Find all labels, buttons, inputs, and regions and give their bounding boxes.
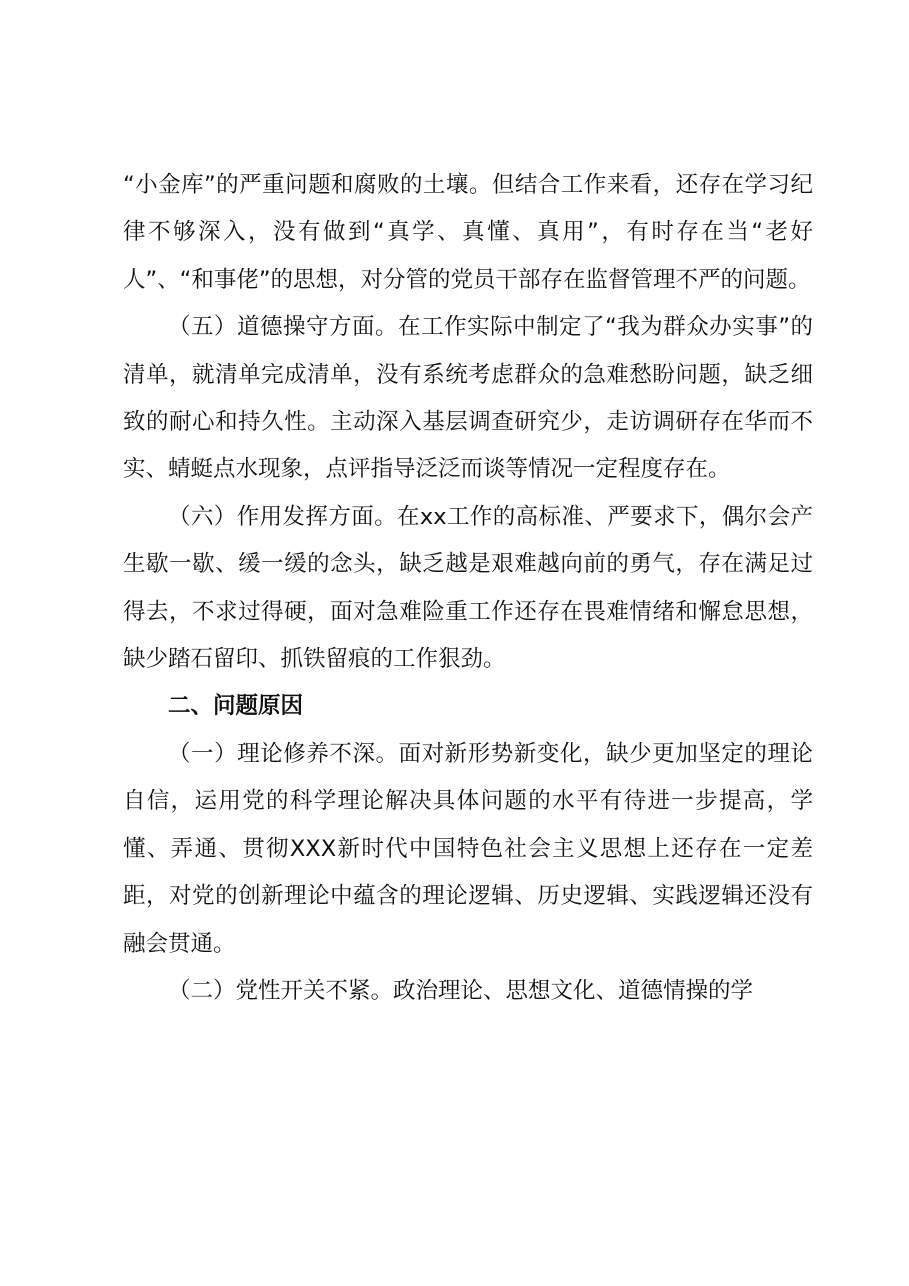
paragraph-continuation: “小金库”的严重问题和腐败的土壤。但结合工作来看，还存在学习纪律不够深入，没有做到“真学、真懂、真用”，有时存在当“老好人”、“和事佬”的思想，对分管的党员干部存在监督管理不严的问题。 [123,172,813,293]
document-body [123,162,813,1015]
paragraph-moral-conduct: （五）道德操守方面。在工作实际中制定了“我为群众办实事”的清单，就清单完成清单，没有系统考虑群众的急难愁盼问题，缺乏细致的耐心和持久性。主动深入基层调查研究少，走访调研存在华而不实、蜻蜓点水现象，点评指导泛泛而谈等情况一定程度存在。 [123,314,813,483]
paragraph-role-performance: （六）作用发挥方面。在xx工作的高标准、严要求下，偶尔会产生歇一歇、缓一缓的念头，缺乏越是艰难越向前的勇气，存在满足过得去，不求过得硬，面对急难险重工作还存在畏难情绪和懈怠思想，缺少踏石留印、抓铁留痕的工作狠劲。 [123,503,813,673]
section-heading-problem-causes: 二、问题原因 [168,693,304,720]
paragraph-party-spirit: （二）党性开关不紧。政治理论、思想文化、道德情操的学 [168,977,754,1004]
paragraph-theory-cultivation: （一）理论修养不深。面对新形势新变化，缺少更加坚定的理论自信，运用党的科学理论解决具体问题的水平有待进一步提高，学懂、弄通、贯彻XXX新时代中国特色社会主义思想上还存在一定差距，对党的创新理论中蕴含的理论逻辑、历史逻辑、实践逻辑还没有融会贯通。 [123,740,813,957]
